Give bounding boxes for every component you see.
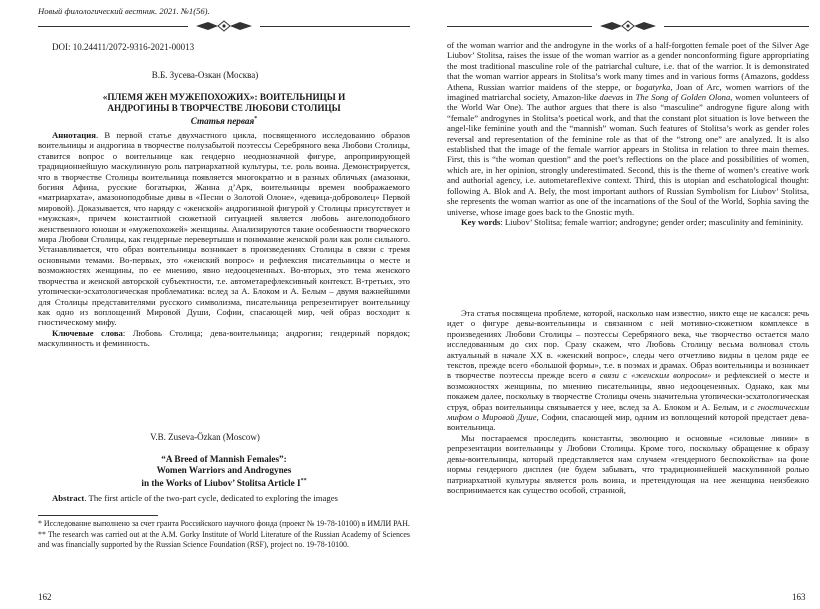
abstract-en-part-3: in [623,92,636,103]
body-text [447,308,809,495]
author-ru: В.Б. Зусева-Озкан (Москва) [151,70,259,80]
doi: DOI: 10.24411/2072-9316-2021-00013 [52,42,195,52]
title-en-block [38,454,410,489]
title-en-line-1: “A Breed of Mannish Females”: [161,454,287,464]
abstract-en-italic-song: The Song of Golden Olona [635,92,731,103]
footnote-mark-en: ** [300,478,307,484]
abstract-label-ru: Аннотация [52,130,96,140]
abstract-text-en-start: . The first article of the two-part cycle, dedicated to exploring the images [84,493,338,503]
abstract-en-part-1: of the woman warrior and the androgyne in the works of a half-forgotten female poet of the Silver Age Liubov’ Stolitsa, raises the issue of the woman warrior as a gender nonconforming figure appropriating the most traditional masculine role of the patriarchal culture, i.e. that of the warrior. It is demonstrated that the woman warrior appears in Stolitsa’s work many times and in various forms (Amazons, goddess Athena, Russian warrior maidens of the steppe, or [447,40,809,92]
abstract-en-part-4: , women volunteers of the World War One). The author argues that there is also “masculine” androgyne figure along with “female” androgynes in Stolitsa’s poetical work, and that the constant plot situation is love between the angel-like feminine youth and the “mannish” woman. Such features of Stolitsa’s work as gender roles reversal and representation of the feminine role as that of the “strong one” are analyzed. It is also established that the image of the female warrior appears in Stolitsa in relation to three main themes. First, this is “the woman question” and the poet’s reflections on the place and possibilities of women, which are, in her opinion, strongly underestimated. Second, this is the theme of women’s creative work and authorial agency, i.e. autometareflexive context. Third, this is utopian and eschatological thought: following A. Blok and A. Bely, the most important authors of Russian Symbolism for Liubov’ Stolitsa, she represents the woman warrior as one of the incarnations of the Soul of the World, Sophia saving the universe, whose image goes back to the Gnostic myth. [447,92,809,217]
journal-header: Новый филологический вестник. 2021. №1(56). [38,6,210,16]
abstract-en-part-2: , Joan of Arc, women warriors of the imagined matriarchal society, Amazon-like [447,81,810,103]
page-number-right: 163 [792,592,806,602]
body-paragraph-1: Эта статья посвящена проблеме, которой, насколько нам известно, никто еще не касался: речь идет о фигуре девы-воительницы и связанном с ней мотивно-сюжетном комплексе в произведениях Любови Столицы – поэтессы Серебряного века, чье творчество остается мало исследованным до сих пор. Сразу скажем, что Любовь Столицу весьма волновал столь актуальный в начале XX в. «женский вопрос», следы чего отчетливо видны в целом ряде ее текстов, прежде всего «большой формы», т.е. в поэмах и драмах. Образ воительницы и возникает в творчестве поэтессы прежде всего в связи с «женским вопросом» и рефлексией о месте и возможностях женщины, по мнению писательницы, явно недооцененных. Однако, как мы покажем далее, поскольку в творчестве Столицы очень значительна утопически-эсхатологическая струя, образ воительницы связывается у нее, вслед за А. Блоком и А. Белым, и с гностическим мифом о Мировой Душе, Софии, спасающей мир, одним из воплощений которой предстает дева-воительница. [447,308,809,433]
keywords-text-en: : Liubov’ Stolitsa; female warrior; androgyne; gender order; masculinity and femininity. [500,216,803,227]
author-en: V.B. Zuseva-Özkan (Moscow) [150,432,260,442]
abstract-en-start [38,493,410,503]
abstract-label-en: Abstract [52,493,85,503]
page-number-left: 162 [38,592,52,602]
header-ornament-right [447,20,809,32]
body-paragraph-2: Мы постараемся проследить константы, эволюцию и основные «силовые линии» в репрезентации воительницы у Любови Столицы. Кроме того, поскольку обращение к образу девы-воительницы, который представляется нам случаем «гендерного беспокойства» на фоне нормы гендерного дисплея (не будем забывать, что традиционнейшей маскулинной ролью патриархатной культуры является роль воина, и претендующая на нее женщина неизбежно воспринимается как существо особой, странной, [447,432,809,495]
abstract-text-ru: . В первой статье двухчастного цикла, посвященного исследованию образов воительницы и андрогина в творчестве полузабытой поэтессы Серебряного века Любови Столицы, ставится вопрос о воительнице как гендерно неоднозначной фигуре, апроприирующей традиционнейшую маскулинную роль патриархатной культуры, т.е. роль воина. Демонстрируется, что в творчестве Столицы воительница появляется многократно и в разных обличьях (амазонки, богиня Афина, русские богатырки, Жанна д’Арк, воительницы времен воображаемого «матриархата», амазоноподобные дивы в «Песни о Золотой Олоне», «девица-доброволец» Первой мировой). Доказывается, что наряду с «женской» андрогинной фигурой у Столицы присутствует и «мужская», причем константной сюжетной ситуацией является любовь ангелоподобного женственного юноши и «мужепохожей» женщины. Анализируются такие особенности творческого мира Любови Столицы, как гендерные перевертыши и понимание женской роли как роли сильного. Устанавливается, что образ воительницы возникает в произведениях Столицы в связи с тремя основными темами. Во-первых, это «женский вопрос» и рефлексия писательницы о месте и возможностях женщины, по ее мнению, явно недооцененных. Во-вторых, это тема женского творчества и женской авторской субъектности, т.е. автометарефлексивный контекст. В-третьих, это утопически-эсхатологическая проблематика: вслед за А. Блоком и А. Белым – двумя важнейшими для Столицы представителями русского символизма, писательница репрезентирует воительницу как одно из воплощений Мировой Души, Софии, спасающей мир, чей образ восходит к гностическому мифу. [38,130,410,328]
title-ru-line-2: АНДРОГИНЫ В ТВОРЧЕСТВЕ ЛЮБОВИ СТОЛИЦЫ [107,103,341,113]
footnote-2: ** The research was carried out at the A.M. Gorky Institute of World Literature of the Russian Academy of Sciences and was financially supported by the Russian Science Foundation (RSF), project no. 19-78-10100. [38,530,410,549]
abstract-en-italic-bogatyrka: bogatyrka [635,81,671,92]
header-ornament [38,20,410,32]
footnote-divider [38,515,158,516]
keywords-text-ru: : Любовь Столица; дева-воительница; андрогин; гендерный порядок; маскулинность и феминность. [38,327,410,349]
title-ru-block [38,92,410,127]
subtitle-ru: Статья первая [190,116,255,127]
title-en-line-3: in the Works of Liubov’ Stolitsa Article I [141,478,301,489]
keywords-label-en: Key words [461,216,501,227]
ornament-icon [600,20,656,32]
keywords-label-ru: Ключевые слова [52,327,123,338]
ornament-icon [196,20,252,32]
right-page [410,0,820,609]
footnote-mark-ru: * [254,116,258,122]
abstract-ru [38,130,410,349]
title-en-line-2: Women Warriors and Androgynes [156,465,292,475]
footnote-1: * Исследование выполнено за счет гранта Российского научного фонда (проект № 19-78-10100) в ИМЛИ РАН. [38,519,410,528]
footnotes [38,519,410,549]
abstract-en-italic-daevas: daevas [599,92,624,103]
title-ru-line-1: «ПЛЕМЯ ЖЕН МУЖЕПОХОЖИХ»: ВОИТЕЛЬНИЦЫ И [102,92,346,102]
abstract-en-continued [447,40,809,227]
